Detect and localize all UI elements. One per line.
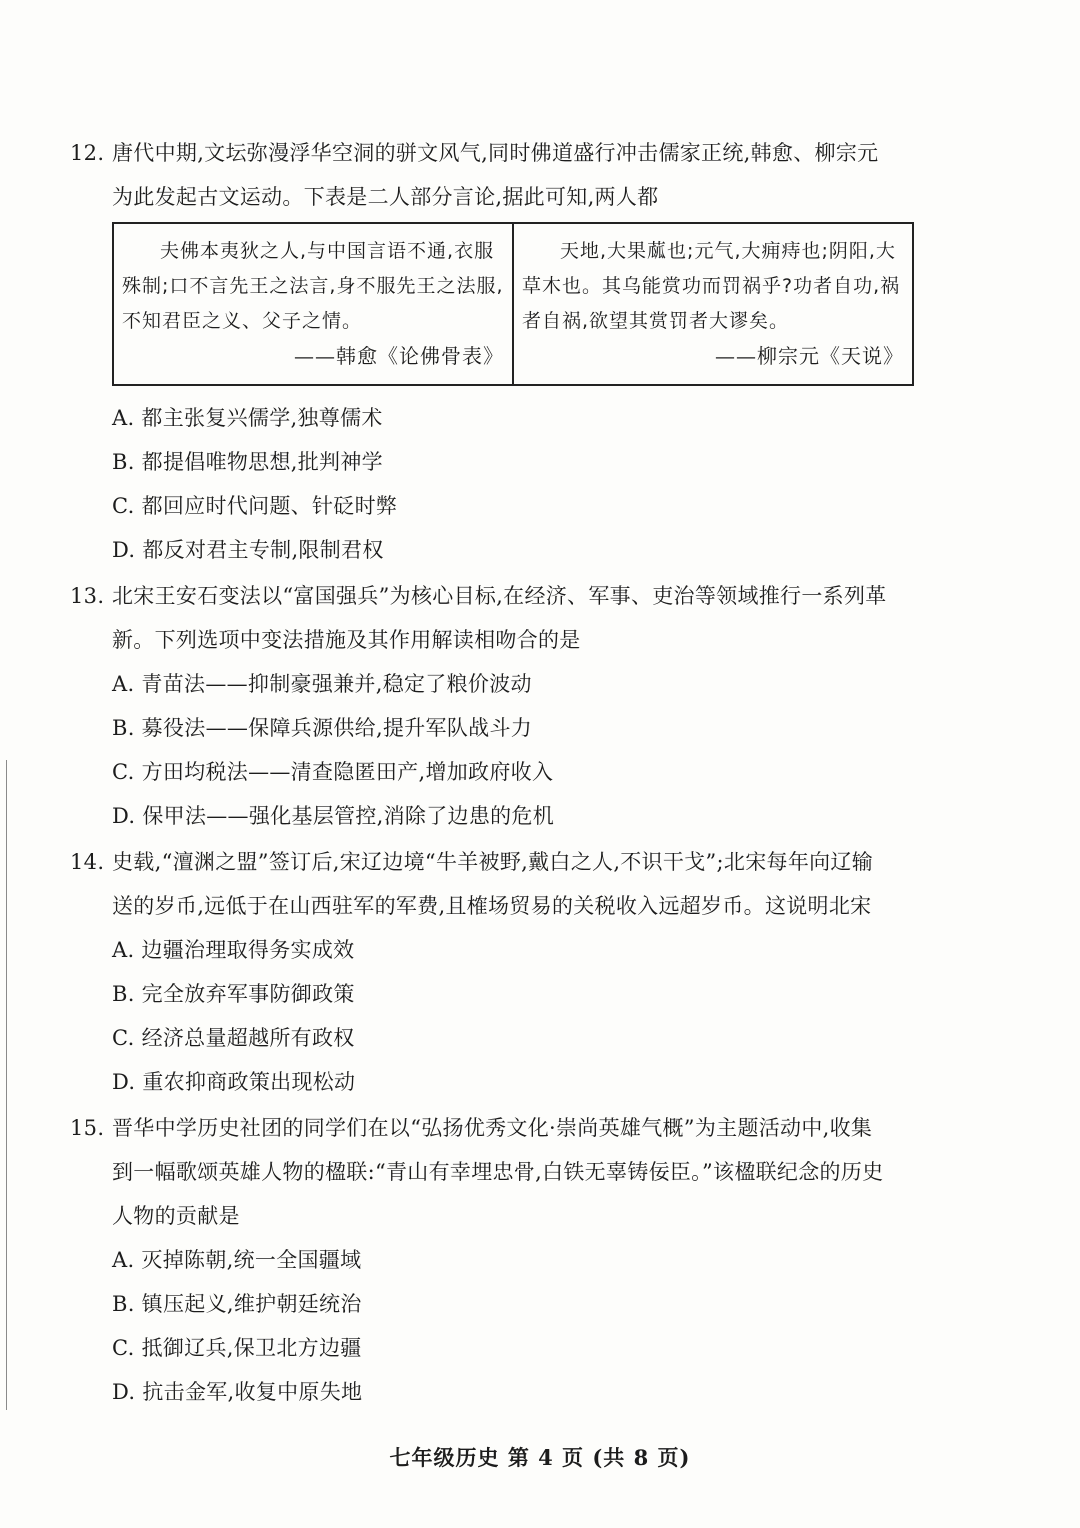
question-15-stem-line-3: 人物的贡献是 xyxy=(112,1204,240,1228)
question-12-stem-line-2: 为此发起古文运动。下表是二人部分言论,据此可知,两人都 xyxy=(112,185,659,209)
option-c[interactable]: C. 都回应时代问题、针砭时弊 xyxy=(112,494,398,518)
question-14-stem-line-1: 14. 史载,“澶渊之盟”签订后,宋辽边境“牛羊被野,戴白之人,不识干戈”;北宋每年向辽输 xyxy=(70,840,930,884)
option-b[interactable]: B. 募役法——保障兵源供给,提升军队战斗力 xyxy=(112,716,533,740)
option-c[interactable]: C. 抵御辽兵,保卫北方边疆 xyxy=(112,1336,362,1360)
option-c[interactable]: C. 经济总量超越所有政权 xyxy=(112,1026,355,1050)
question-12-stem-line-1: 12. 唐代中期,文坛弥漫浮华空洞的骈文风气,同时佛道盛行冲击儒家正统,韩愈、柳宗元 xyxy=(70,131,930,175)
quote-text: 夫佛本夷狄之人,与中国言语不通,衣服殊制;口不言先王之法言,身不服先王之法服,不知君臣之义、父子之情。 xyxy=(122,240,504,332)
quote-source: ——柳宗元《天说》 xyxy=(715,344,904,368)
question-13-stem-line-2: 新。下列选项中变法措施及其作用解读相吻合的是 xyxy=(112,628,581,652)
option-b[interactable]: B. 都提倡唯物思想,批判神学 xyxy=(112,450,383,474)
quote-source: ——韩愈《论佛骨表》 xyxy=(294,344,504,368)
question-13-stem-line-1: 13. 北宋王安石变法以“富国强兵”为核心目标,在经济、军事、吏治等领域推行一系列革 xyxy=(70,574,930,618)
quote-text: 天地,大果蓏也;元气,大痈痔也;阴阳,大草木也。其乌能赏功而罚祸乎?功者自功,祸者自祸,欲望其赏罚者大谬矣。 xyxy=(522,240,901,332)
page-footer: 七年级历史 第 4 页 (共 8 页) xyxy=(389,1445,691,1470)
option-a[interactable]: A. 青苗法——抑制豪强兼并,稳定了粮价波动 xyxy=(112,672,532,696)
option-a[interactable]: A. 灭掉陈朝,统一全国疆域 xyxy=(112,1248,362,1272)
question-number: 15. xyxy=(70,1116,105,1140)
question-number: 13. xyxy=(70,584,105,608)
option-d[interactable]: D. 保甲法——强化基层管控,消除了边患的危机 xyxy=(112,804,555,828)
option-d[interactable]: D. 抗击金军,收复中原失地 xyxy=(112,1380,363,1404)
scan-edge-line xyxy=(6,760,7,1410)
option-b[interactable]: B. 完全放弃军事防御政策 xyxy=(112,982,355,1006)
question-12 xyxy=(70,131,930,219)
question-14-stem-line-2: 送的岁币,远低于在山西驻军的军费,且榷场贸易的关税收入远超岁币。这说明北宋 xyxy=(112,894,872,918)
option-a[interactable]: A. 都主张复兴儒学,独尊儒术 xyxy=(112,406,383,430)
quote-table xyxy=(112,222,914,386)
quote-cell-han-yu xyxy=(114,224,512,384)
question-15-stem-line-2: 到一幅歌颂英雄人物的楹联:“青山有幸埋忠骨,白铁无辜铸佞臣。”该楹联纪念的历史 xyxy=(112,1160,884,1184)
quote-cell-liu-zongyuan xyxy=(512,224,912,384)
question-number: 14. xyxy=(70,850,105,874)
question-14 xyxy=(70,840,930,1104)
question-15 xyxy=(70,1106,930,1414)
option-d[interactable]: D. 都反对君主专制,限制君权 xyxy=(112,538,384,562)
question-13 xyxy=(70,574,930,838)
question-12-options xyxy=(70,396,930,572)
option-b[interactable]: B. 镇压起义,维护朝廷统治 xyxy=(112,1292,362,1316)
option-c[interactable]: C. 方田均税法——清查隐匿田产,增加政府收入 xyxy=(112,760,554,784)
question-15-stem-line-1: 15. 晋华中学历史社团的同学们在以“弘扬优秀文化·崇尚英雄气概”为主题活动中,收集 xyxy=(70,1106,930,1150)
question-number: 12. xyxy=(70,141,105,165)
option-d[interactable]: D. 重农抑商政策出现松动 xyxy=(112,1070,356,1094)
option-a[interactable]: A. 边疆治理取得务实成效 xyxy=(112,938,355,962)
